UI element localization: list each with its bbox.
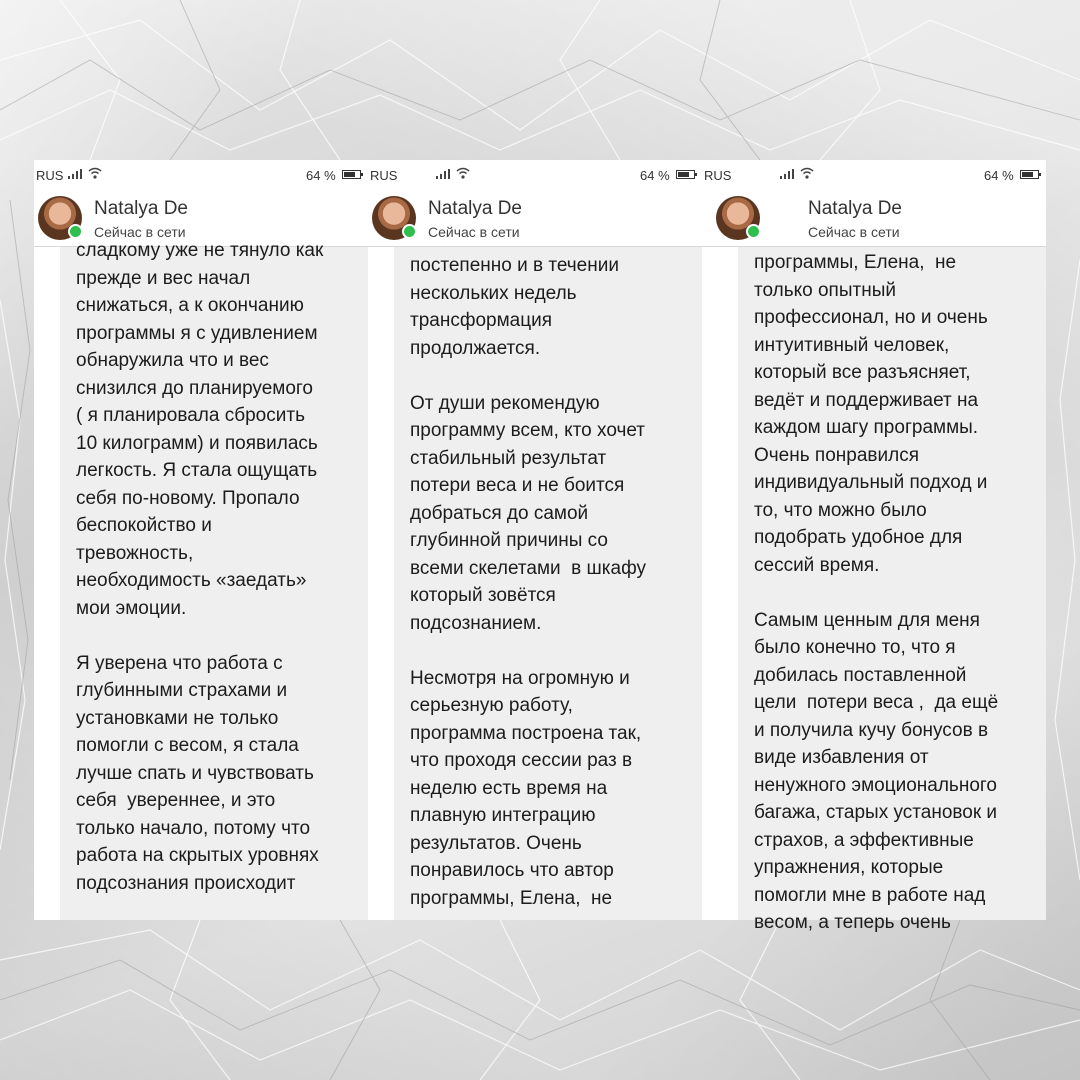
message-bubble bbox=[60, 240, 368, 920]
message-bubble bbox=[738, 247, 1046, 933]
battery-percent: 64 % bbox=[984, 168, 1014, 183]
chat-screenshot-2 bbox=[368, 160, 702, 920]
signal-icon bbox=[436, 169, 450, 179]
screenshot-collage bbox=[34, 160, 1046, 933]
signal-icon bbox=[780, 169, 794, 179]
battery-icon bbox=[342, 170, 364, 179]
status-bar bbox=[368, 160, 702, 190]
online-indicator-icon bbox=[746, 224, 761, 239]
battery-percent: 64 % bbox=[306, 168, 336, 183]
status-bar bbox=[34, 160, 368, 190]
chat-header[interactable] bbox=[368, 190, 702, 247]
message-text: программы, Елена, не только опытный профессионал, но и очень интуитивный человек, который все разъясняет, ведёт и поддерживает на каждом шагу программы. Очень понравился индивидуальный подход и то, что можно было подобрать удобное для сессий время. Самым ценным для меня было конечно то, что я добилась поставленной цели потери веса , да ещё и получила кучу бонусов в виде избавления от ненужного эмоционального багажа, старых установок и страхов, а эффективные упражнения, которые помогли мне в работе над весом, а теперь очень bbox=[754, 252, 999, 933]
avatar[interactable] bbox=[372, 196, 416, 240]
chat-screenshot-1 bbox=[34, 160, 368, 920]
avatar[interactable] bbox=[38, 196, 82, 240]
status-bar bbox=[702, 160, 1046, 190]
message-bubble bbox=[394, 247, 702, 920]
wifi-icon bbox=[456, 167, 470, 179]
avatar[interactable] bbox=[716, 196, 760, 240]
chat-header[interactable] bbox=[702, 190, 1046, 247]
wifi-icon bbox=[88, 167, 102, 179]
contact-status: Сейчас в сети bbox=[808, 224, 900, 240]
online-indicator-icon bbox=[402, 224, 417, 239]
message-text: сладкому уже не тянуло как прежде и вес начал снижаться, а к окончанию программы я с удивлением обнаружила что и вес снизился до планируемого ( я планировала сбросить 10 килограмм) и появилась легкость. Я стала ощущать себя по-новому. Пропало беспокойство и тревожность, необходимость «заедать» мои эмоции. Я уверена что работа с глубинными страхами и установками не только помогли с весом, я стала лучше спать и чувствовать себя увереннее, и это только начало, потому что работа на скрытых уровнях подсознания происходит bbox=[76, 240, 324, 894]
battery-percent: 64 % bbox=[640, 168, 670, 183]
contact-status: Сейчас в сети bbox=[428, 224, 520, 240]
carrier-label: RUS bbox=[36, 168, 64, 183]
signal-icon bbox=[68, 169, 82, 179]
carrier-label: RUS bbox=[370, 168, 398, 183]
contact-name: Natalya De bbox=[428, 198, 522, 219]
carrier-label: RUS bbox=[704, 168, 732, 183]
battery-icon bbox=[1020, 170, 1042, 179]
battery-icon bbox=[676, 170, 698, 179]
contact-name: Natalya De bbox=[808, 198, 902, 219]
wifi-icon bbox=[800, 167, 814, 179]
message-text: постепенно и в течении нескольких недель трансформация продолжается. От души рекомендую программу всем, кто хочет стабильный результат потери веса и не боится добраться до самой глубинной причины со всеми скелетами в шкафу который зовётся подсознанием. Несмотря на огромную и серьезную работу, программа построена так, что проходя сессии раз в неделю есть время на плавную интеграцию результатов. Очень понравилось что автор программы, Елена, не bbox=[410, 255, 647, 909]
chat-screenshot-3 bbox=[702, 160, 1046, 933]
contact-name: Natalya De bbox=[94, 198, 188, 219]
contact-status: Сейчас в сети bbox=[94, 224, 186, 240]
